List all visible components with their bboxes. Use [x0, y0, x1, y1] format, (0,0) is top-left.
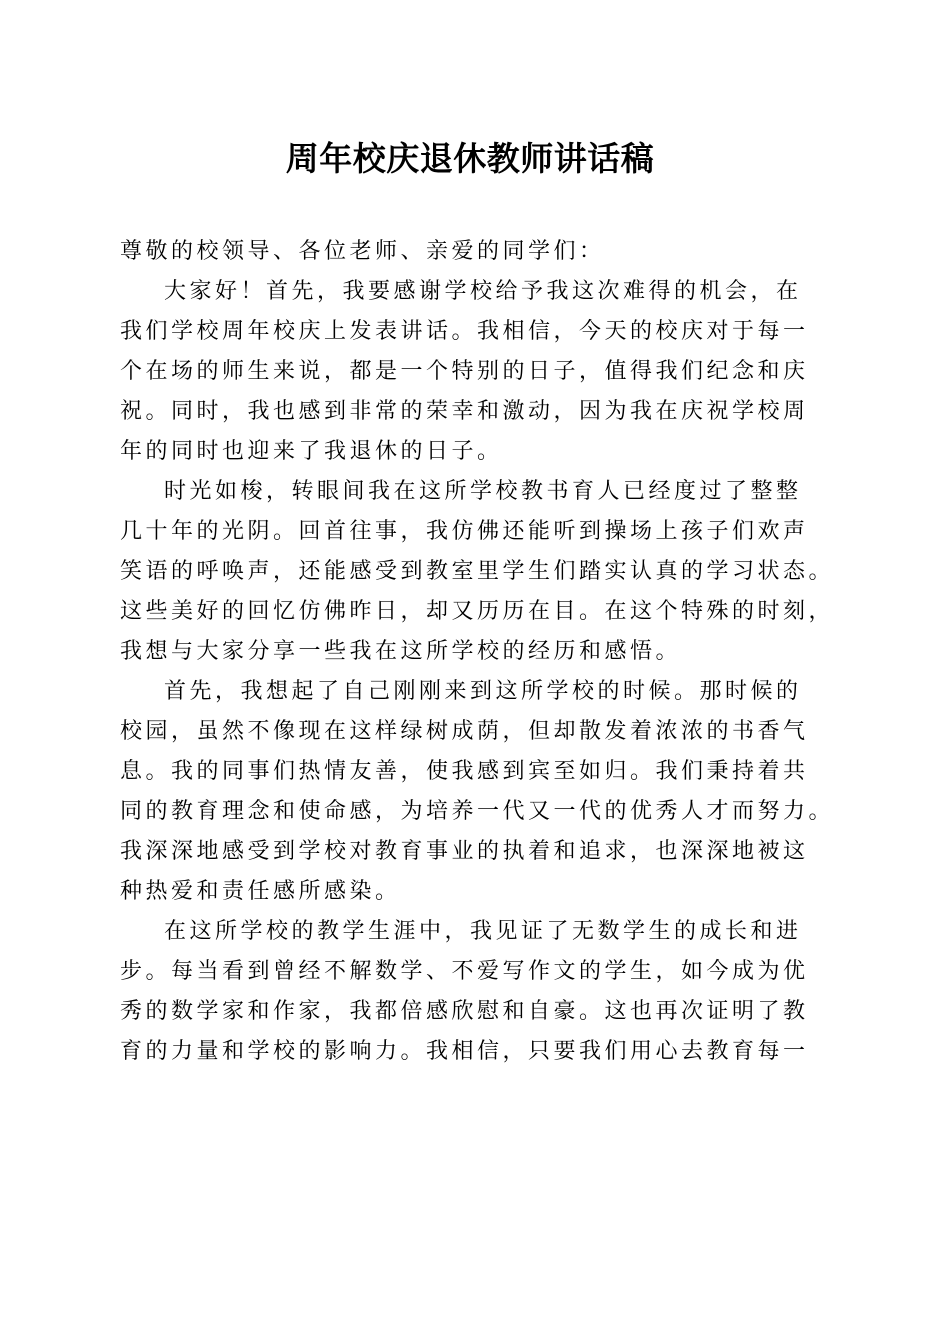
paragraph-line: 校园，虽然不像现在这样绿树成荫，但却散发着浓浓的书香气 [120, 719, 809, 744]
paragraph-line: 我深深地感受到学校对教育事业的执着和追求，也深深地被这 [120, 839, 809, 864]
paragraph-line: 息。我的同事们热情友善，使我感到宾至如归。我们秉持着共 [120, 759, 809, 784]
paragraph-line: 几十年的光阴。回首往事，我仿佛还能听到操场上孩子们欢声 [120, 519, 809, 544]
paragraph-line: 在这所学校的教学生涯中，我见证了无数学生的成长和进 [164, 919, 802, 944]
document-title: 周年校庆退休教师讲话稿 [285, 139, 655, 178]
paragraph-3 [120, 672, 835, 912]
paragraph-line: 种热爱和责任感所感染。 [120, 879, 401, 904]
paragraph-line: 同的教育理念和使命感，为培养一代又一代的优秀人才而努力。 [120, 799, 835, 824]
paragraph-line: 我想与大家分享一些我在这所学校的经历和感悟。 [120, 639, 682, 664]
paragraph-line: 这些美好的回忆仿佛昨日，却又历历在目。在这个特殊的时刻， [120, 599, 835, 624]
paragraph-line: 大家好！首先，我要感谢学校给予我这次难得的机会，在 [164, 279, 802, 304]
paragraph-line: 时光如梭，转眼间我在这所学校教书育人已经度过了整整 [164, 479, 802, 504]
paragraph-2 [120, 472, 835, 672]
paragraph-line: 个在场的师生来说，都是一个特别的日子，值得我们纪念和庆 [120, 359, 809, 384]
paragraph-line: 我们学校周年校庆上发表讲话。我相信，今天的校庆对于每一 [120, 319, 809, 344]
salutation: 尊敬的校领导、各位老师、亲爱的同学们： [120, 239, 605, 264]
paragraph-line: 笑语的呼唤声，还能感受到教室里学生们踏实认真的学习状态。 [120, 559, 835, 584]
paragraph-4 [120, 912, 826, 1072]
document-body [120, 232, 835, 1072]
paragraph-line: 年的同时也迎来了我退休的日子。 [120, 439, 503, 464]
paragraph-line: 首先，我想起了自己刚刚来到这所学校的时候。那时候的 [164, 679, 802, 704]
paragraph-line: 祝。同时，我也感到非常的荣幸和激动，因为我在庆祝学校周 [120, 399, 809, 424]
paragraph-line: 步。每当看到曾经不解数学、不爱写作文的学生，如今成为优 [120, 959, 809, 984]
paragraph-line: 秀的数学家和作家，我都倍感欣慰和自豪。这也再次证明了教 [120, 999, 809, 1024]
paragraph-1 [120, 272, 826, 472]
paragraph-line: 育的力量和学校的影响力。我相信，只要我们用心去教育每一 [120, 1039, 809, 1064]
